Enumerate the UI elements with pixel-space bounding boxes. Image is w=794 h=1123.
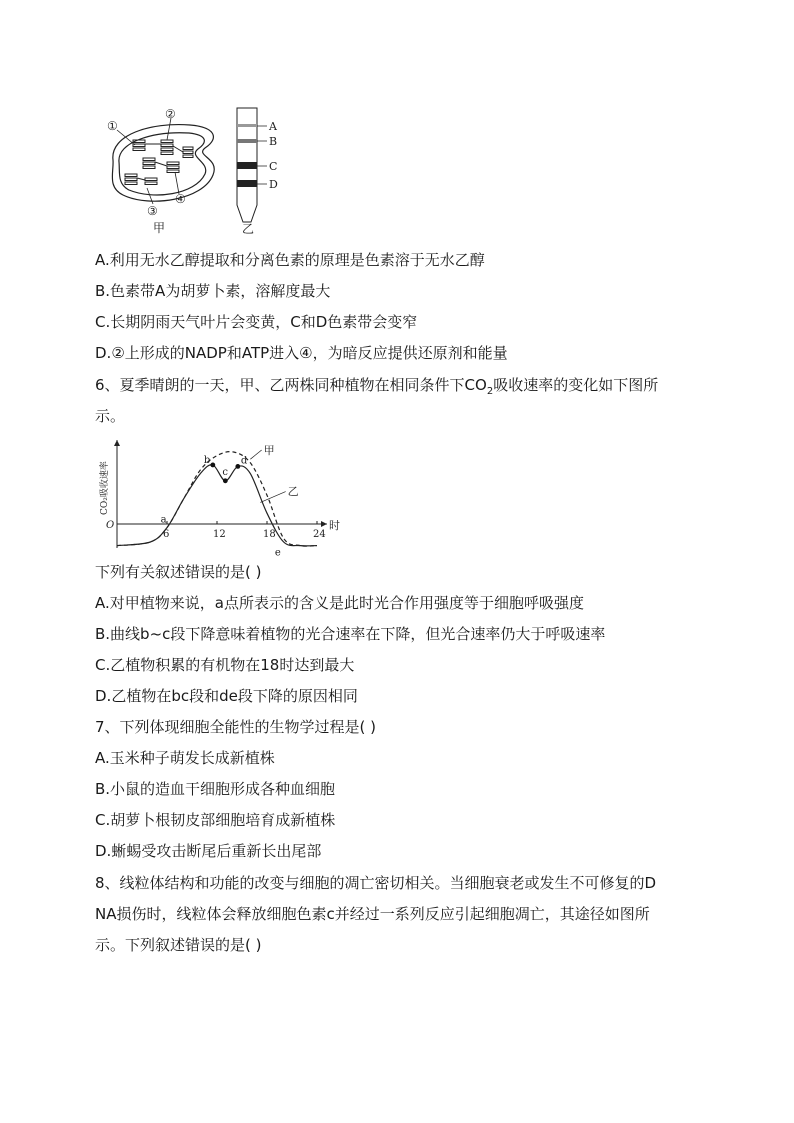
- band-label-d: D: [269, 178, 278, 191]
- label-circle-2: ②: [165, 107, 176, 121]
- series-leader-yi: [260, 492, 285, 503]
- x-axis-label: 时: [329, 519, 340, 532]
- band-c: [237, 162, 257, 169]
- x-tick-label: 18: [263, 529, 276, 540]
- q6-stem-part2: 吸收速率的变化如下图所: [493, 376, 659, 394]
- point-label-e: e: [274, 547, 281, 559]
- q6-prompt: 下列有关叙述错误的是( ): [95, 563, 262, 581]
- q6-option-b: B.曲线b~c段下降意味着植物的光合速率在下降，但光合速率仍大于呼吸速率: [95, 625, 606, 643]
- chromatography-strip: [237, 108, 278, 222]
- y-axis-label: CO₂吸收速率: [100, 461, 110, 515]
- figure-chloroplast-chromatography: [95, 100, 315, 240]
- q8-stem-line2: NA损伤时，线粒体会释放细胞色素c并经过一系列反应引起细胞凋亡，其途径如图所: [95, 905, 650, 923]
- series-label-yi: 乙: [287, 485, 299, 499]
- band-label-c: C: [269, 160, 278, 173]
- chart-labels: [98, 444, 340, 559]
- q6-option-a: A.对甲植物来说，a点所表示的含义是此时光合作用强度等于细胞呼吸强度: [95, 594, 584, 612]
- q6-option-d: D.乙植物在bc段和de段下降的原因相同: [95, 687, 358, 705]
- q6-option-c: C.乙植物积累的有机物在18时达到最大: [95, 656, 355, 674]
- q5-option-a: A.利用无水乙醇提取和分离色素的原理是色素溶于无水乙醇: [95, 251, 485, 269]
- label-yi: 乙: [242, 222, 255, 236]
- x-tick-label: 6: [163, 529, 170, 540]
- series-label-jia: 甲: [263, 444, 275, 457]
- y-axis-arrow: [114, 440, 120, 446]
- q5-option-d: D.②上形成的NADP和ATP进入④，为暗反应提供还原剂和能量: [95, 344, 508, 362]
- q8-stem-line1: 8、线粒体结构和功能的改变与细胞的凋亡密切相关。当细胞衰老或发生不可修复的D: [95, 874, 657, 892]
- q7-option-a: A.玉米种子萌发长成新植株: [95, 749, 275, 767]
- label-circle-3: ③: [147, 204, 158, 218]
- label-circle-1: ①: [107, 119, 118, 133]
- q7-option-d: D.蜥蜴受攻击断尾后重新长出尾部: [95, 842, 322, 860]
- q6-stem-subscript: 2: [486, 386, 494, 397]
- q6-stem-line2: 示。: [95, 407, 126, 425]
- q7-option-b: B.小鼠的造血干细胞形成各种血细胞: [95, 780, 336, 798]
- origin-label: O: [106, 520, 115, 531]
- band-label-a: A: [269, 120, 277, 133]
- q8-stem-line3: 示。下列叙述错误的是( ): [95, 936, 262, 954]
- q5-option-b: B.色素带A为胡萝卜素，溶解度最大: [95, 282, 331, 300]
- q6-stem-line1: [95, 375, 658, 402]
- point-c: [223, 478, 228, 483]
- band-b: [237, 139, 257, 143]
- x-tick-label: 24: [313, 529, 326, 540]
- co2-absorption-chart: [95, 430, 355, 560]
- point-label-d: d: [240, 455, 248, 467]
- series-leader-jia: [250, 450, 261, 459]
- x-axis-arrow: [321, 521, 327, 527]
- point-label-b: b: [203, 454, 211, 466]
- q6-stem-part1: 6、夏季晴朗的一天，甲、乙两株同种植物在相同条件下CO: [95, 376, 487, 394]
- band-a: [237, 124, 257, 127]
- q7-stem: 7、下列体现细胞全能性的生物学过程是( ): [95, 718, 377, 736]
- label-jia: 甲: [153, 221, 166, 235]
- label-circle-4: ④: [175, 192, 186, 206]
- band-label-b: B: [269, 135, 278, 148]
- point-d: [235, 464, 240, 469]
- band-d: [237, 180, 257, 187]
- x-tick-label: 12: [213, 529, 226, 540]
- q7-option-c: C.胡萝卜根韧皮部细胞培育成新植株: [95, 811, 336, 829]
- q5-option-c: C.长期阴雨天气叶片会变黄，C和D色素带会变窄: [95, 313, 418, 331]
- chloroplast-diagram: [112, 118, 214, 204]
- point-b: [210, 463, 215, 468]
- point-label-a: a: [160, 514, 167, 526]
- point-label-c: c: [222, 466, 228, 478]
